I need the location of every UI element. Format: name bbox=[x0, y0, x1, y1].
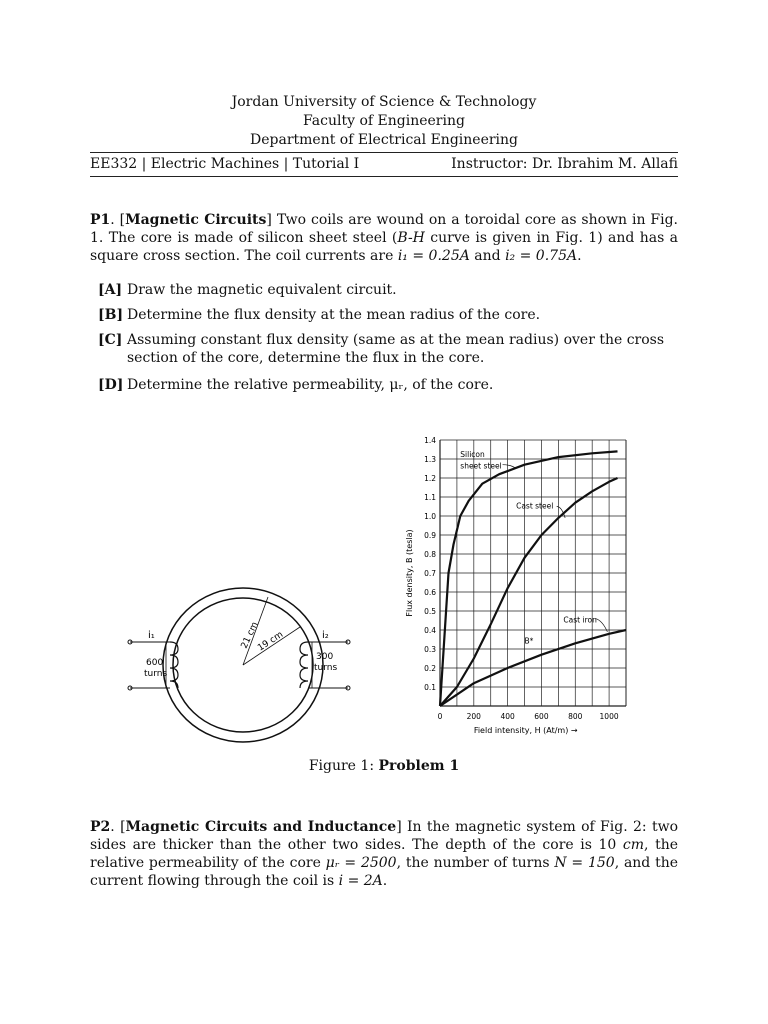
problem-1-and: and bbox=[469, 248, 506, 264]
y-tick-label: 0.2 bbox=[424, 664, 436, 673]
inner-radius-label: 19 cm bbox=[256, 629, 286, 654]
y-tick-label: 0.3 bbox=[424, 645, 436, 654]
problem-1-i1: i₁ = 0.25A bbox=[397, 248, 470, 264]
x-tick-label: 200 bbox=[466, 712, 481, 721]
y-tick-label: 1.1 bbox=[424, 493, 436, 502]
problem-2-i: i = 2A bbox=[338, 873, 383, 889]
x-tick-label: 400 bbox=[500, 712, 515, 721]
x-tick-label: 1000 bbox=[599, 712, 619, 721]
figure-1-caption bbox=[0, 758, 768, 774]
problem-2-depth-unit: cm bbox=[622, 837, 645, 853]
coil2-turns-number: 300 bbox=[316, 652, 334, 662]
item-tag: [B] bbox=[98, 307, 124, 323]
chart-grid bbox=[440, 440, 626, 706]
y-tick-label: 0.8 bbox=[424, 550, 436, 559]
y-tick-label: 1.3 bbox=[424, 455, 436, 464]
silicon-label-2: sheet steel bbox=[460, 461, 502, 471]
b-star-annotation: B* bbox=[524, 636, 534, 646]
problem-1-topic: Magnetic Circuits bbox=[125, 212, 267, 228]
caption-title: Problem 1 bbox=[378, 758, 460, 774]
current-i2-label: i₂ bbox=[322, 630, 329, 641]
coil2-turns-unit: turns bbox=[314, 663, 338, 673]
item-text: Draw the magnetic equivalent circuit. bbox=[127, 282, 397, 298]
item-text: Determine the relative permeability, μᵣ, of the core. bbox=[127, 377, 494, 393]
y-tick-label: 0.9 bbox=[424, 531, 436, 540]
cast-iron-label: Cast iron bbox=[563, 615, 597, 625]
y-tick-label: 0.7 bbox=[424, 569, 436, 578]
item-text: Assuming constant flux density (same as at the mean radius) over the cross section of the core, determine the flux in the core. bbox=[127, 332, 665, 366]
caption-prefix: Figure 1: bbox=[308, 758, 375, 774]
problem-2-text-b: , the relative permeability of the core bbox=[90, 837, 678, 871]
item-text: Determine the flux density at the mean radius of the core. bbox=[127, 307, 541, 323]
problem-2-statement: P2. [Magnetic Circuits and Inductance] In the magnetic system of Fig. 2: two sides are thicker than the other two sides. The depth of the core is 10 cm, the relative permeability of the core μᵣ = 2500, the number of turns N = 150, and the current flowing through the coil is i = 2A. bbox=[90, 819, 678, 889]
chart-ticks bbox=[424, 436, 619, 721]
faculty-name: Faculty of Engineering bbox=[303, 113, 465, 129]
y-axis-label: Flux density, B (tesla) bbox=[405, 529, 414, 617]
problem-1-bh: B-H bbox=[397, 230, 425, 246]
problem-2-text-c: , the number of turns bbox=[396, 855, 555, 871]
problem-2-text-d: , and the current flowing through the coil is bbox=[90, 855, 678, 889]
current-i1-label: i₁ bbox=[148, 630, 155, 641]
item-tag: [D] bbox=[98, 377, 124, 393]
y-tick-label: 0.6 bbox=[424, 588, 436, 597]
x-axis-label: Field intensity, H (At/m) → bbox=[473, 726, 578, 735]
cast-steel-label: Cast steel bbox=[516, 501, 554, 511]
problem-2-topic: Magnetic Circuits and Inductance bbox=[125, 819, 397, 835]
document-header bbox=[90, 93, 678, 150]
course-title: EE332 | Electric Machines | Tutorial I bbox=[90, 156, 360, 172]
bh-curve-chart bbox=[398, 430, 648, 760]
y-tick-label: 1.0 bbox=[424, 512, 436, 521]
problem-1-statement: P1. [Magnetic Circuits] Two coils are wound on a toroidal core as shown in Fig. 1. The core is made of silicon sheet steel (B-H curve is given in Fig. 1) and has a square cross section. The coil currents are i₁ = 0.25A and i₂ = 0.75A. bbox=[90, 212, 679, 264]
y-tick-label: 1.4 bbox=[424, 436, 436, 445]
y-tick-label: 1.2 bbox=[424, 474, 436, 483]
problem-1-end: . bbox=[577, 248, 582, 264]
y-tick-label: 0.4 bbox=[424, 626, 436, 635]
y-tick-label: 0.5 bbox=[424, 607, 436, 616]
problem-2-mu: μᵣ = 2500 bbox=[325, 855, 397, 871]
header-top-rule bbox=[90, 152, 678, 153]
problem-1-text-b: curve is given in Fig. 1) and has a square cross section. The coil currents are bbox=[90, 230, 679, 264]
header-bottom-rule bbox=[90, 176, 678, 177]
x-tick-label: 600 bbox=[534, 712, 549, 721]
problem-1-label: P1 bbox=[90, 212, 111, 228]
chart-labels bbox=[460, 450, 607, 645]
coil1-turns-unit: turns bbox=[144, 669, 168, 679]
item-tag: [C] bbox=[98, 332, 123, 348]
problem-2-label: P2 bbox=[90, 819, 111, 835]
x-tick-label: 0 bbox=[437, 712, 443, 721]
problem-1-text-a: Two coils are wound on a toroidal core as shown in Fig. 1. The core is made of silicon sheet steel ( bbox=[90, 212, 678, 246]
item-tag: [A] bbox=[98, 282, 123, 298]
problem-2-n: N = 150 bbox=[554, 855, 615, 871]
outer-radius-label: 21 cm bbox=[239, 620, 261, 651]
toroid-diagram bbox=[120, 585, 360, 760]
university-name: Jordan University of Science & Technology bbox=[231, 94, 537, 110]
instructor-name: Instructor: Dr. Ibrahim M. Allafi bbox=[451, 156, 678, 172]
silicon-label-1: Silicon bbox=[460, 450, 485, 460]
y-tick-label: 0.1 bbox=[424, 683, 436, 692]
problem-2-end: . bbox=[382, 873, 388, 889]
coil1-turns-number: 600 bbox=[146, 658, 164, 668]
department-name: Department of Electrical Engineering bbox=[250, 132, 518, 148]
x-tick-label: 800 bbox=[568, 712, 583, 721]
problem-1-i2: i₂ = 0.75A bbox=[505, 248, 578, 264]
problem-2-text-a: In the magnetic system of Fig. 2: two sides are thicker than the other two sides. The depth of the core is 10 bbox=[90, 819, 678, 853]
